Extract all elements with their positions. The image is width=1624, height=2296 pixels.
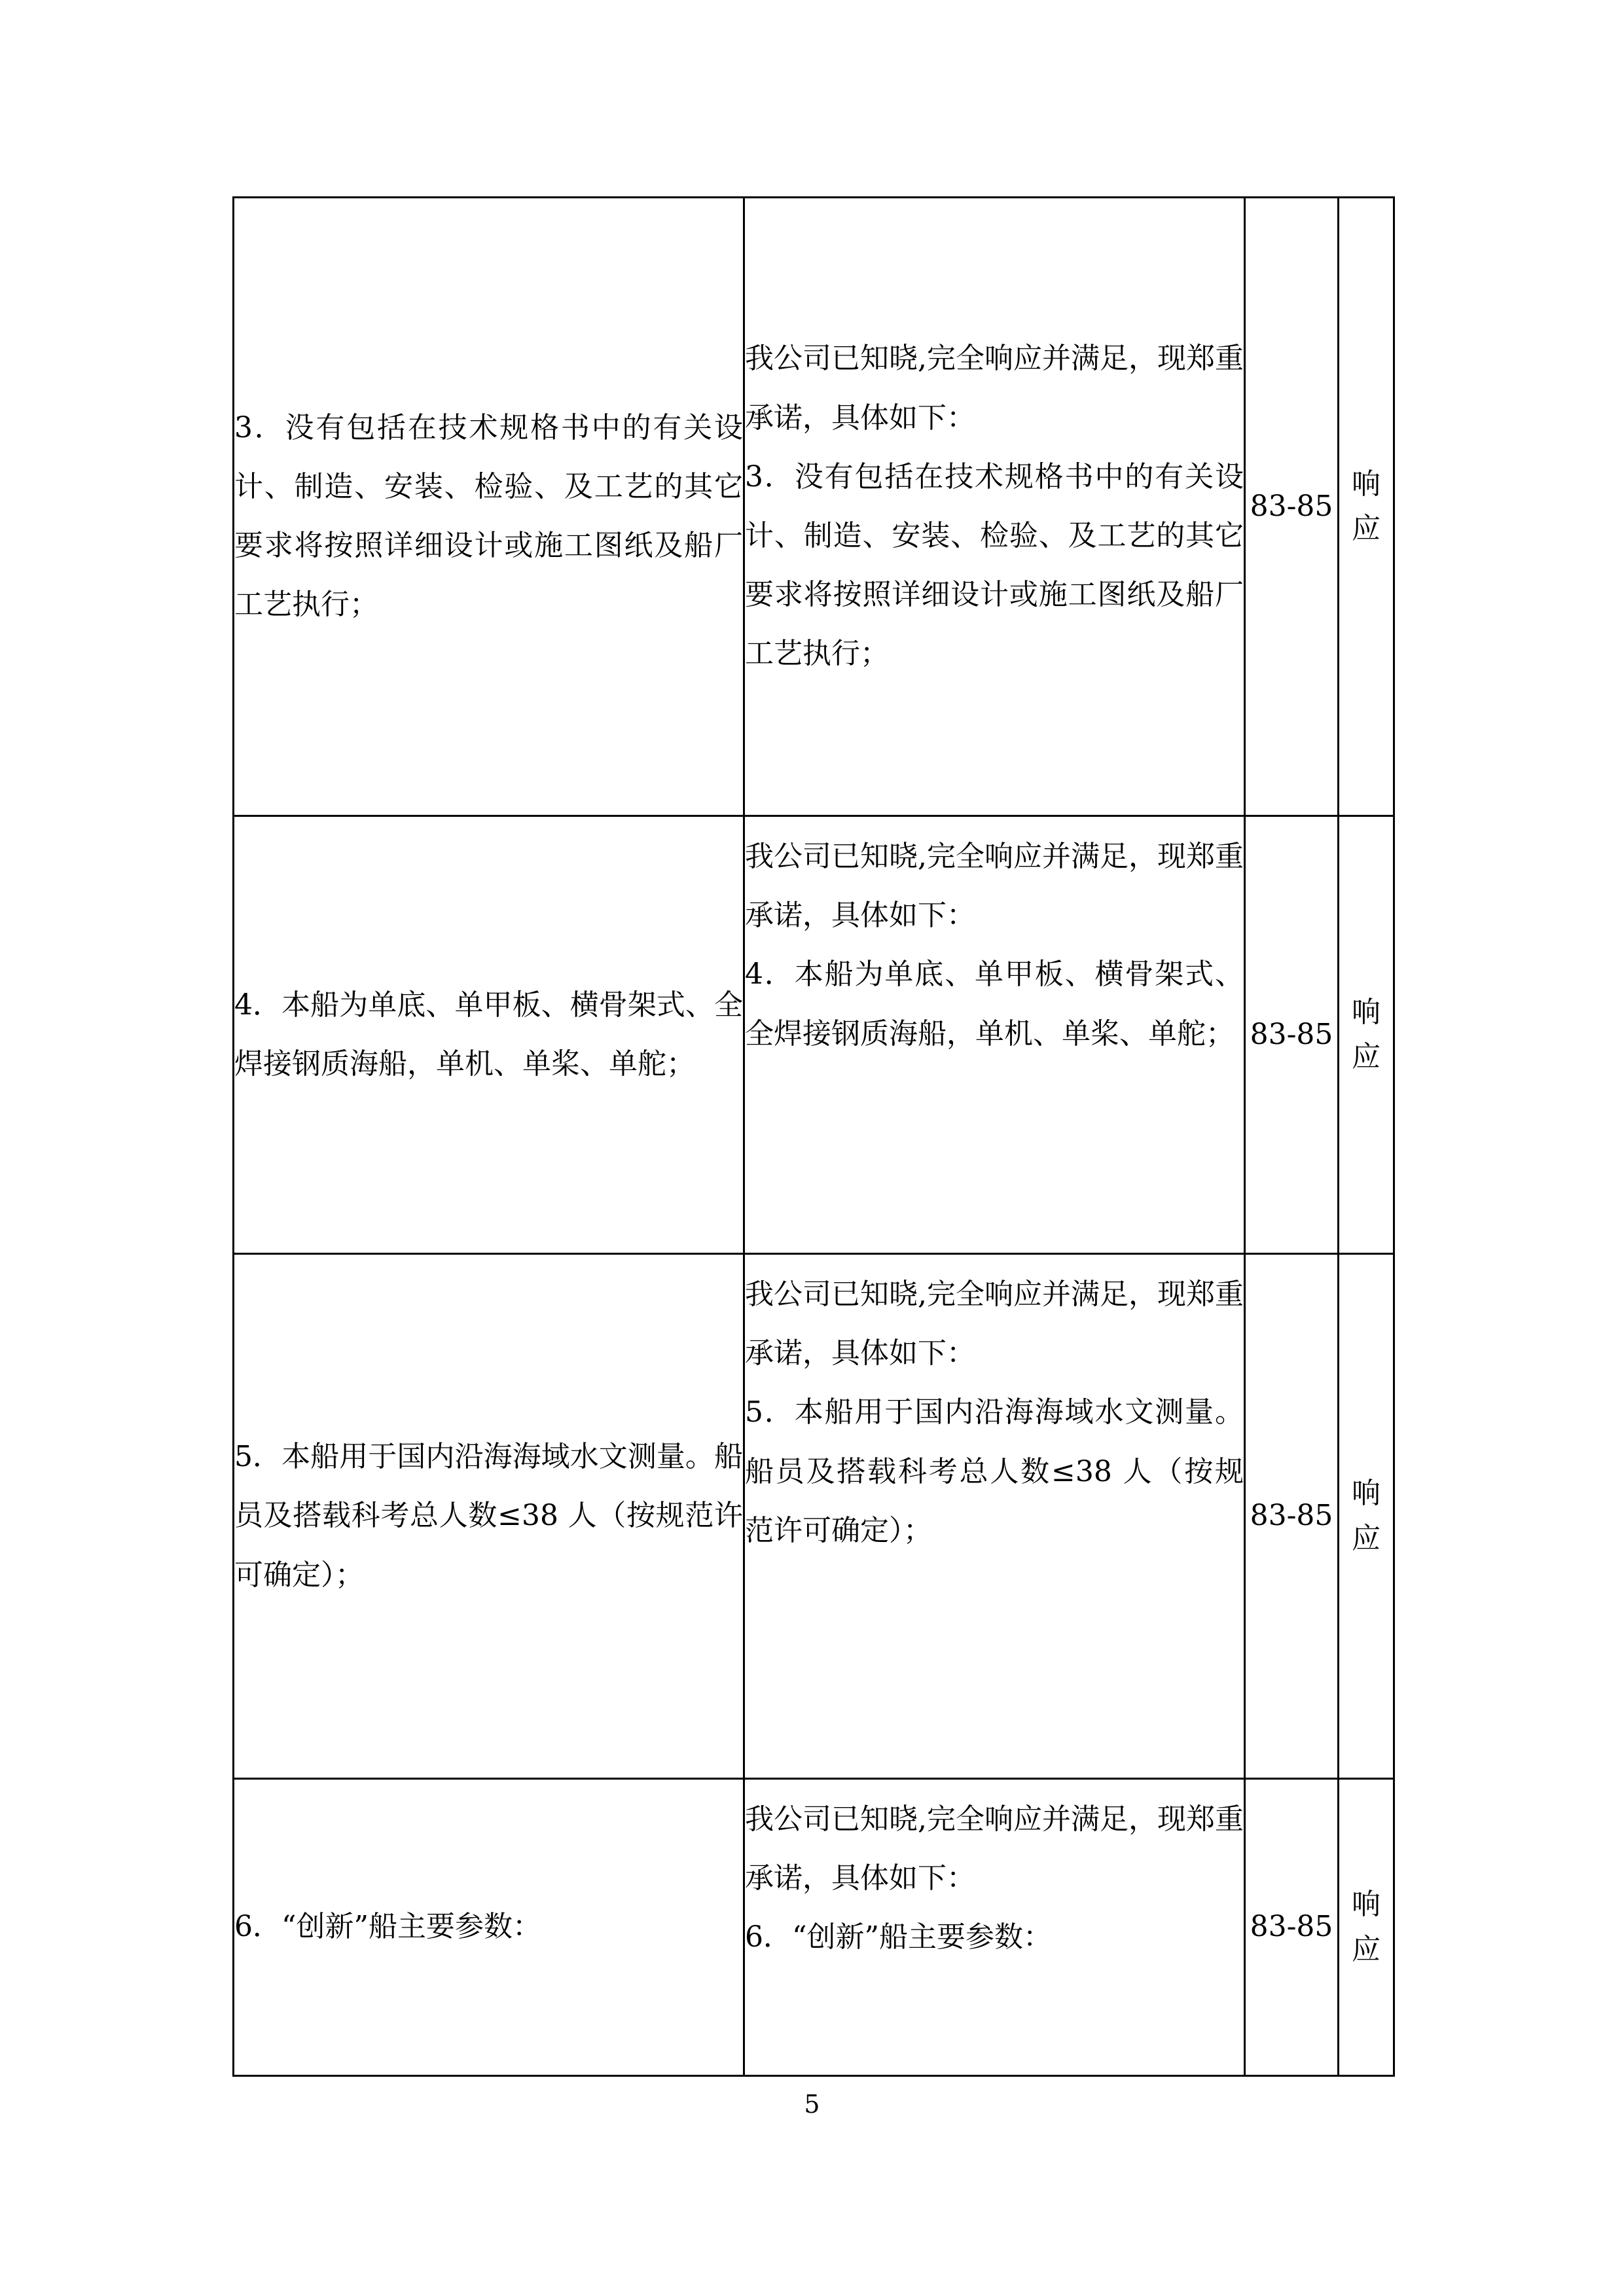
requirement-cell: 4．本船为单底、单甲板、横骨架式、全焊接钢质海船，单机、单桨、单舵； [234,816,744,1254]
page-reference-cell: 83-85 [1245,1254,1339,1779]
table-row [234,198,1394,816]
table-row [234,1779,1394,2076]
requirement-cell: 5．本船用于国内沿海海域水文测量。船员及搭载科考总人数≤38 人（按规范许可确定）； [234,1254,744,1779]
page-reference-cell: 83-85 [1245,816,1339,1254]
response-cell [744,198,1245,816]
requirement-cell: 3．没有包括在技术规格书中的有关设计、制造、安装、检验、及工艺的其它要求将按照详细设计或施工图纸及船厂工艺执行； [234,198,744,816]
status-cell: 响应 [1339,816,1394,1254]
response-body-text: 6．“创新”船主要参数： [745,1920,1052,1954]
response-body-text: 4．本船为单底、单甲板、横骨架式、全焊接钢质海船，单机、单桨、单舵； [745,958,1244,1050]
status-cell: 响应 [1339,198,1394,816]
table-row [234,816,1394,1254]
page-number: 5 [804,2090,820,2119]
status-cell: 响应 [1339,1254,1394,1779]
response-lead-text: 我公司已知晓,完全响应并满足，现郑重承诺，具体如下： [745,1803,1244,1895]
page-reference-cell: 83-85 [1245,1779,1339,2076]
response-body-text: 5．本船用于国内沿海海域水文测量。船员及搭载科考总人数≤38 人（按规范许可确定）； [745,1395,1244,1547]
page-reference-cell: 83-85 [1245,198,1339,816]
response-cell [744,816,1245,1254]
response-lead-text: 我公司已知晓,完全响应并满足，现郑重承诺，具体如下： [745,840,1244,933]
requirement-cell: 6．“创新”船主要参数： [234,1779,744,2076]
response-body-text: 3．没有包括在技术规格书中的有关设计、制造、安装、检验、及工艺的其它要求将按照详细设计或施工图纸及船厂工艺执行； [745,459,1244,671]
specification-response-table [232,196,1395,2077]
response-cell [744,1779,1245,2076]
response-cell [744,1254,1245,1779]
status-cell: 响应 [1339,1779,1394,2076]
response-lead-text: 我公司已知晓,完全响应并满足，现郑重承诺，具体如下： [745,342,1244,435]
response-lead-text: 我公司已知晓,完全响应并满足，现郑重承诺，具体如下： [745,1278,1244,1371]
table-row [234,1254,1394,1779]
